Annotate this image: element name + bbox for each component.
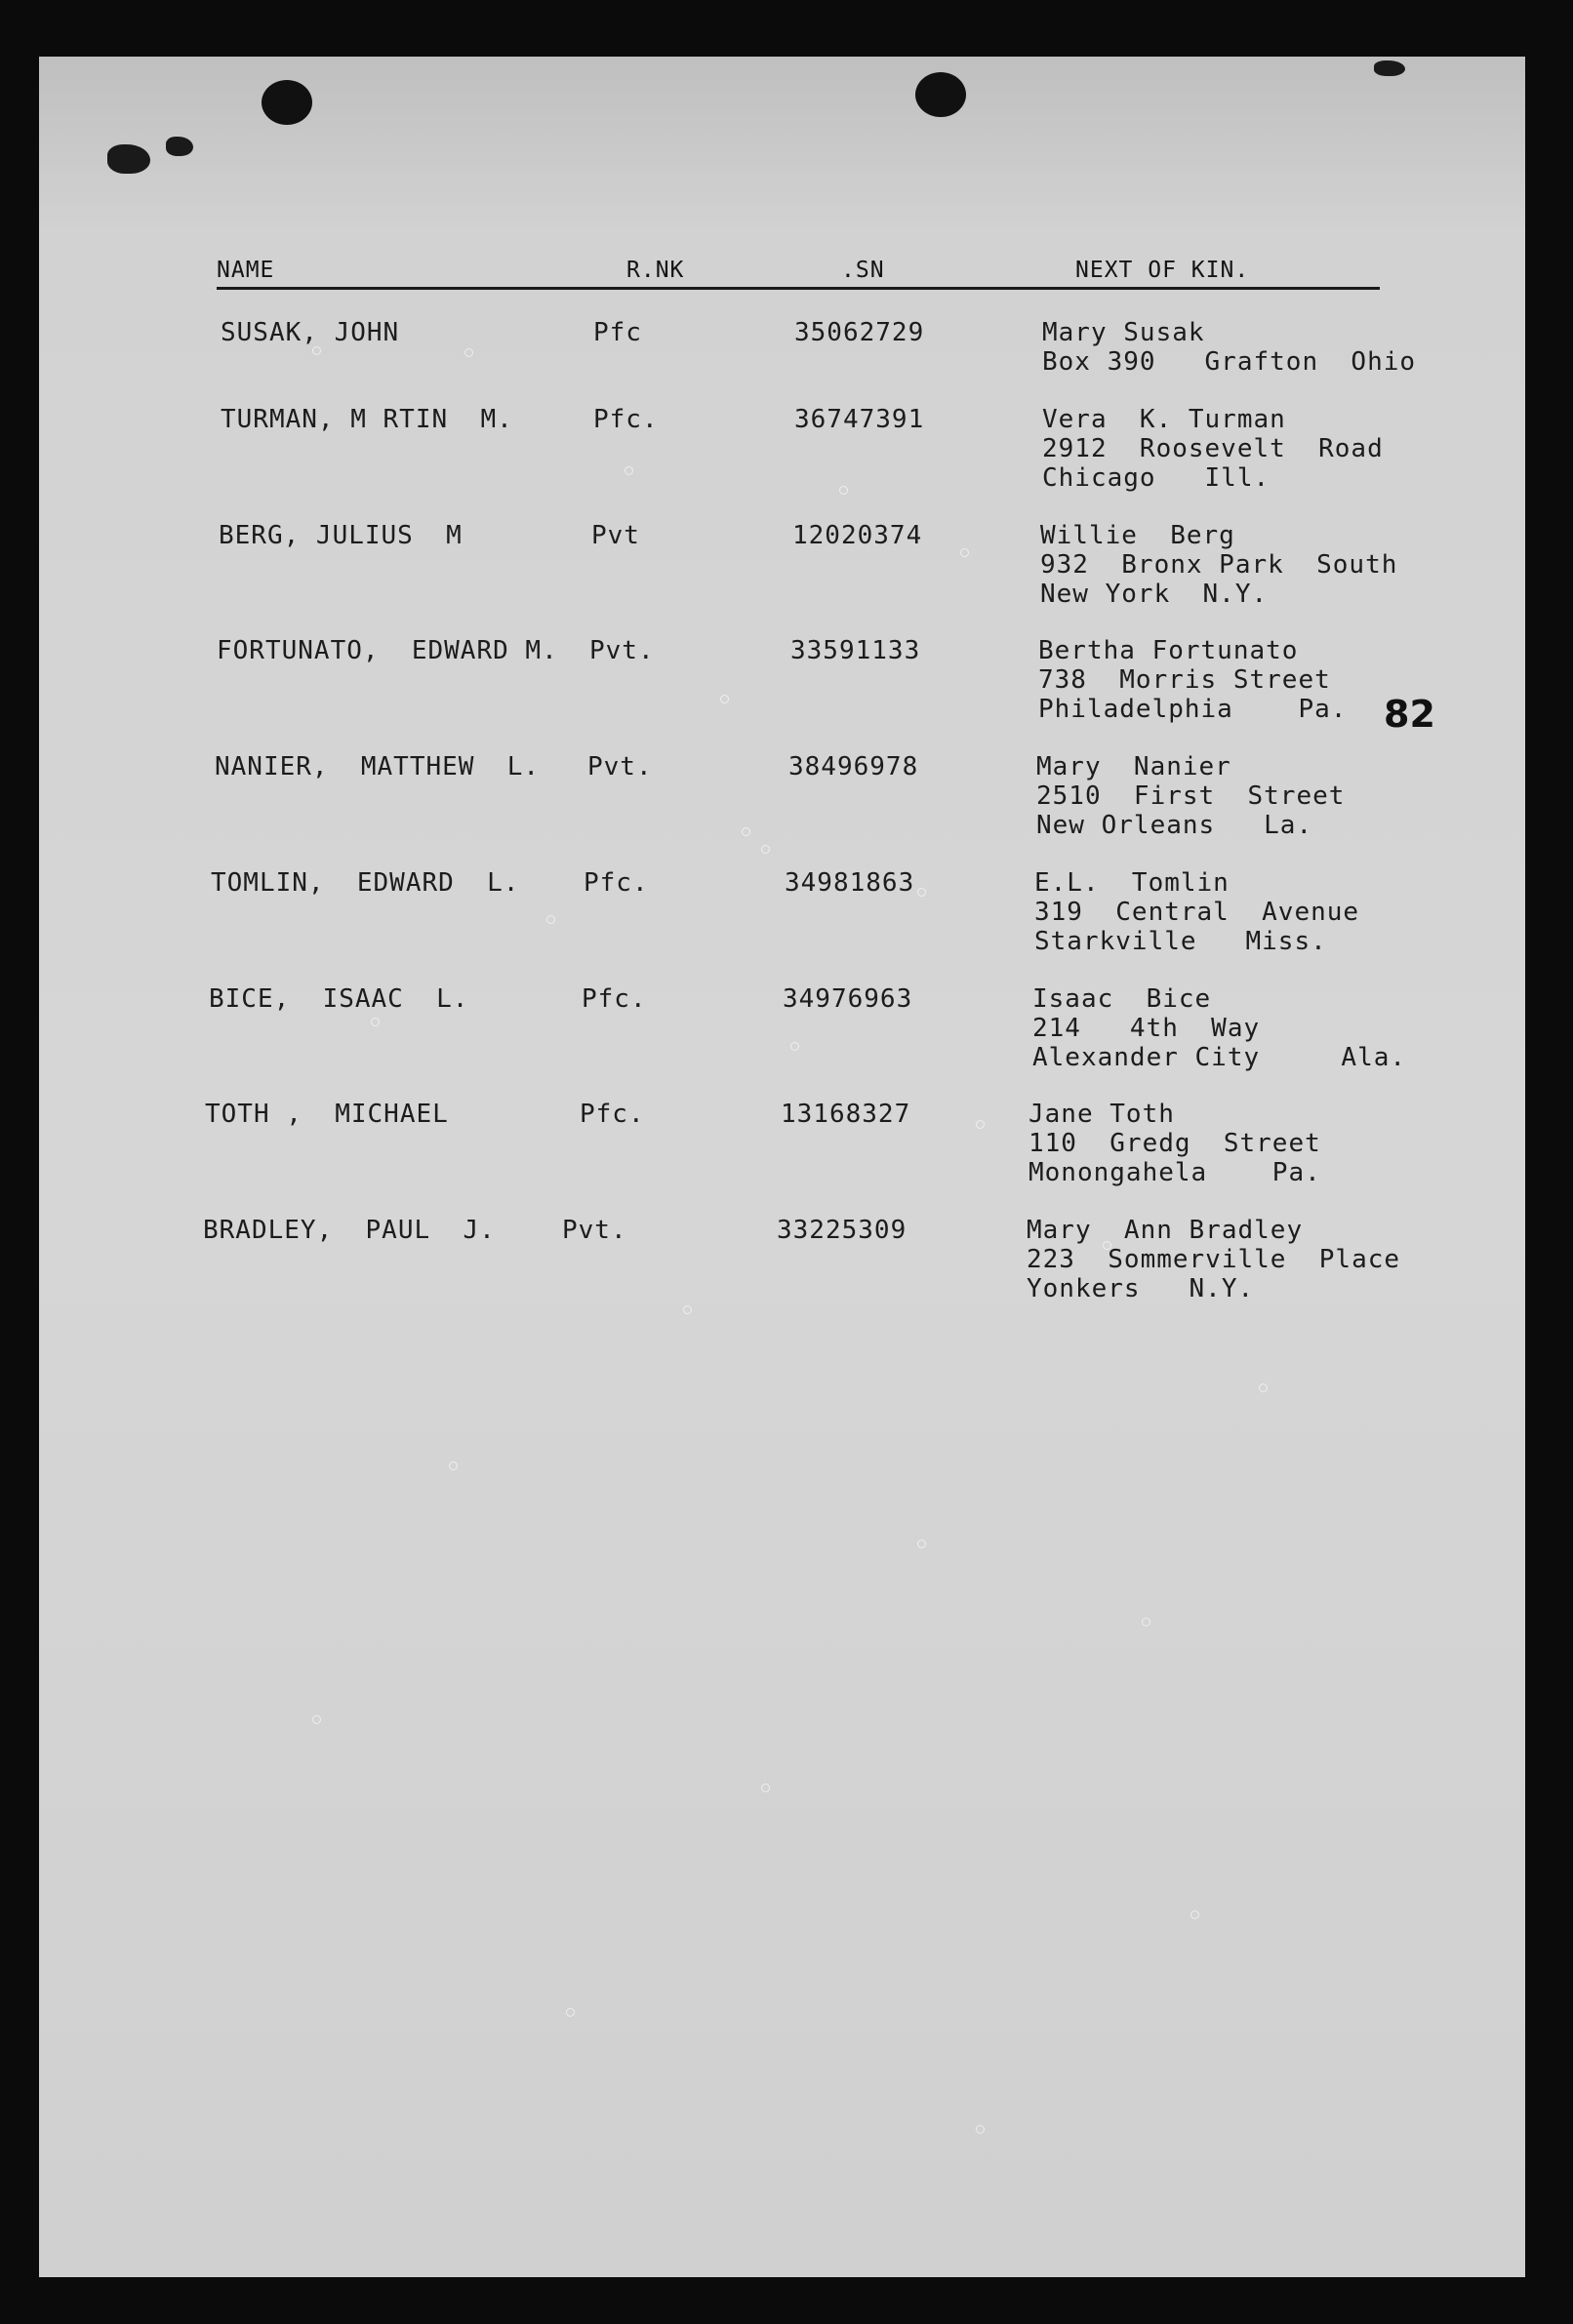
speck bbox=[917, 888, 926, 897]
row-kin-line: 2912 Roosevelt Road bbox=[1042, 434, 1384, 463]
header-name: NAME bbox=[217, 258, 275, 283]
row-rank: Pfc. bbox=[580, 1100, 645, 1129]
row-kin-line: Mary Ann Bradley bbox=[1027, 1216, 1304, 1245]
speck bbox=[625, 466, 633, 475]
speck bbox=[790, 1042, 799, 1051]
row-kin-line: Mary Nanier bbox=[1036, 752, 1231, 781]
punch-hole-left bbox=[262, 80, 312, 125]
row-kin-line: 932 Bronx Park South bbox=[1040, 550, 1398, 580]
row-asn: 13168327 bbox=[781, 1100, 911, 1129]
speck bbox=[917, 1540, 926, 1548]
speck bbox=[742, 827, 750, 836]
row-kin-line: Alexander City Ala. bbox=[1032, 1043, 1407, 1072]
row-name: TOMLIN, EDWARD L. bbox=[211, 868, 520, 898]
row-rank: Pvt. bbox=[589, 636, 655, 665]
row-asn: 38496978 bbox=[788, 752, 919, 781]
row-kin-line: E.L. Tomlin bbox=[1034, 868, 1230, 898]
punch-hole-right bbox=[915, 72, 966, 117]
row-name: FORTUNATO, EDWARD M. bbox=[217, 636, 558, 665]
row-kin-line: Box 390 Grafton Ohio bbox=[1042, 347, 1417, 377]
row-name: BERG, JULIUS M bbox=[219, 521, 463, 550]
row-kin-line: New Orleans La. bbox=[1036, 811, 1313, 840]
row-kin-line: Willie Berg bbox=[1040, 521, 1235, 550]
row-kin-line: Monongahela Pa. bbox=[1028, 1158, 1321, 1187]
header-asn: .SN bbox=[841, 258, 885, 283]
page-number: 82 bbox=[1384, 693, 1435, 736]
header-next-of-kin: NEXT OF KIN. bbox=[1075, 258, 1250, 283]
row-rank: Pfc bbox=[593, 318, 642, 347]
speck bbox=[976, 1120, 985, 1129]
row-kin-line: 2510 First Street bbox=[1036, 781, 1346, 811]
row-name: NANIER, MATTHEW L. bbox=[215, 752, 541, 781]
row-kin-line: 319 Central Avenue bbox=[1034, 898, 1360, 927]
row-kin-line: Isaac Bice bbox=[1032, 984, 1212, 1014]
row-asn: 12020374 bbox=[792, 521, 923, 550]
speck bbox=[761, 845, 770, 854]
row-kin-line: Jane Toth bbox=[1028, 1100, 1175, 1129]
ink-blot bbox=[1374, 60, 1405, 76]
row-kin-line: New York N.Y. bbox=[1040, 580, 1269, 609]
header-rank: R.NK bbox=[626, 258, 685, 283]
speck bbox=[960, 548, 969, 557]
row-rank: Pvt. bbox=[562, 1216, 627, 1245]
row-rank: Pvt. bbox=[587, 752, 653, 781]
row-name: BRADLEY, PAUL J. bbox=[203, 1216, 496, 1245]
row-kin-line: Philadelphia Pa. bbox=[1038, 695, 1348, 724]
speck bbox=[839, 486, 848, 495]
ink-blot bbox=[107, 144, 150, 174]
row-rank: Pfc. bbox=[582, 984, 647, 1014]
row-kin-line: 110 Gredg Street bbox=[1028, 1129, 1321, 1158]
row-name: TOTH , MICHAEL bbox=[205, 1100, 449, 1129]
row-asn: 34976963 bbox=[783, 984, 913, 1014]
speck bbox=[1190, 1910, 1199, 1919]
speck bbox=[312, 346, 321, 355]
row-name: SUSAK, JOHN bbox=[221, 318, 400, 347]
row-name: TURMAN, M RTIN M. bbox=[221, 405, 513, 434]
header-rule bbox=[217, 287, 1380, 290]
speck bbox=[1259, 1383, 1268, 1392]
row-asn: 33591133 bbox=[790, 636, 921, 665]
row-kin-line: Bertha Fortunato bbox=[1038, 636, 1299, 665]
speck bbox=[449, 1462, 458, 1470]
row-asn: 34981863 bbox=[785, 868, 915, 898]
row-rank: Pfc. bbox=[584, 868, 649, 898]
ink-blot bbox=[166, 137, 193, 156]
row-kin-line: Starkville Miss. bbox=[1034, 927, 1327, 956]
speck bbox=[761, 1783, 770, 1792]
speck bbox=[683, 1305, 692, 1314]
speck bbox=[1142, 1618, 1150, 1626]
row-kin-line: Vera K. Turman bbox=[1042, 405, 1286, 434]
speck bbox=[464, 348, 473, 357]
row-kin-line: Yonkers N.Y. bbox=[1027, 1274, 1255, 1303]
row-kin-line: 214 4th Way bbox=[1032, 1014, 1261, 1043]
row-kin-line: Chicago Ill. bbox=[1042, 463, 1270, 493]
speck bbox=[720, 695, 729, 703]
speck bbox=[312, 1715, 321, 1724]
row-kin-line: Mary Susak bbox=[1042, 318, 1205, 347]
row-kin-line: 223 Sommerville Place bbox=[1027, 1245, 1401, 1274]
speck bbox=[371, 1018, 380, 1026]
speck bbox=[566, 2008, 575, 2017]
row-asn: 35062729 bbox=[794, 318, 925, 347]
row-asn: 36747391 bbox=[794, 405, 925, 434]
row-asn: 33225309 bbox=[777, 1216, 908, 1245]
row-rank: Pvt bbox=[591, 521, 640, 550]
speck bbox=[976, 2125, 985, 2134]
row-kin-line: 738 Morris Street bbox=[1038, 665, 1331, 695]
row-rank: Pfc. bbox=[593, 405, 659, 434]
speck bbox=[546, 915, 555, 924]
row-name: BICE, ISAAC L. bbox=[209, 984, 469, 1014]
document-page bbox=[39, 57, 1525, 2277]
